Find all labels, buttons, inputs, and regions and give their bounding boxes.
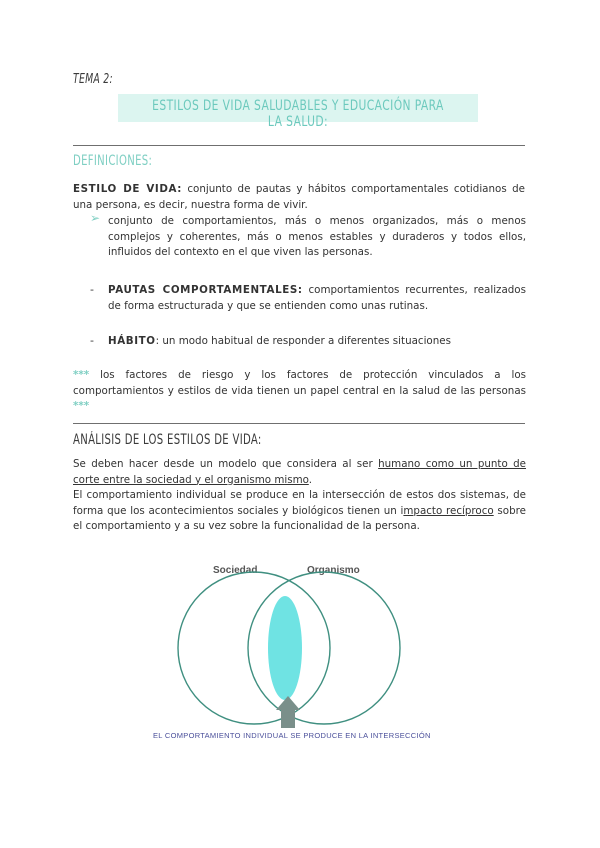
note-paragraph [73, 368, 526, 415]
habito-definition [108, 334, 526, 350]
note-text: los factores de riesgo y los factores de protección vinculados a los comportamientos y estilos de vida tienen un papel central en la salud de las personas [73, 369, 526, 397]
estilo-de-vida-definition [73, 182, 525, 213]
dash-bullet-icon: - [90, 283, 94, 296]
term-estilo-de-vida: ESTILO DE VIDA: [73, 183, 182, 195]
stars-open: *** [73, 369, 90, 381]
p2-start: El comportamiento individual se produce en la intersección de estos dos sistemas, de forma que los acontecimientos sociales y biológicos tienen un i [73, 489, 526, 517]
term-pautas: PAUTAS COMPORTAMENTALES: [108, 284, 303, 296]
analisis-paragraph-1 [73, 457, 526, 488]
divider [73, 423, 525, 424]
p2-end: sobre el comportamiento y a su vez sobre la funcionalidad de la persona. [73, 504, 526, 532]
arrow-bullet-icon: ➢ [90, 211, 101, 225]
pautas-text: comportamientos recurrentes, realizados de forma estructurada y que se entienden como unas rutinas. [108, 284, 526, 312]
venn-diagram [160, 570, 420, 730]
p1-underlined: humano como un punto de corte entre la sociedad y el organismo mismo [73, 458, 526, 486]
venn-intersection [268, 596, 302, 700]
arrow-shaft [281, 710, 295, 728]
p1-start: Se deben hacer desde un modelo que considera al ser [73, 458, 379, 470]
p1-end: . [308, 473, 313, 486]
sub-bullet-text: conjunto de comportamientos, más o menos organizados, más o menos complejos y coherentes, más o menos estables y duraderos y todos ellos, influidos del contexto en el que viven las personas. [108, 215, 526, 258]
venn-label-organismo: Organismo [307, 565, 360, 576]
dash-bullet-icon: - [90, 334, 94, 347]
habito-text: : un modo habitual de responder a diferentes situaciones [155, 335, 451, 347]
analisis-paragraph-2 [73, 488, 526, 535]
venn-circle-sociedad [178, 572, 330, 724]
pautas-definition [108, 283, 526, 314]
divider [73, 145, 525, 146]
section-heading-analisis: ANÁLISIS DE LOS ESTILOS DE VIDA: [73, 432, 262, 448]
page-title: ESTILOS DE VIDA SALUDABLES Y EDUCACIÓN PARA LA SALUD: [152, 98, 444, 130]
topic-number: TEMA 2: [73, 72, 113, 87]
estilo-text: conjunto de pautas y hábitos comportamentales cotidianos de una persona, es decir, nuestra forma de vivir. [73, 183, 525, 211]
term-habito: HÁBITO [108, 335, 156, 347]
section-heading-definiciones: DEFINICIONES: [73, 153, 153, 169]
p2-underlined: mpacto recíproco [403, 504, 494, 517]
venn-label-sociedad: Sociedad [213, 565, 258, 576]
up-arrow-icon [276, 696, 300, 710]
diagram-caption: EL COMPORTAMIENTO INDIVIDUAL SE PRODUCE EN LA INTERSECCIÓN [153, 731, 431, 740]
stars-close: *** [73, 400, 90, 412]
